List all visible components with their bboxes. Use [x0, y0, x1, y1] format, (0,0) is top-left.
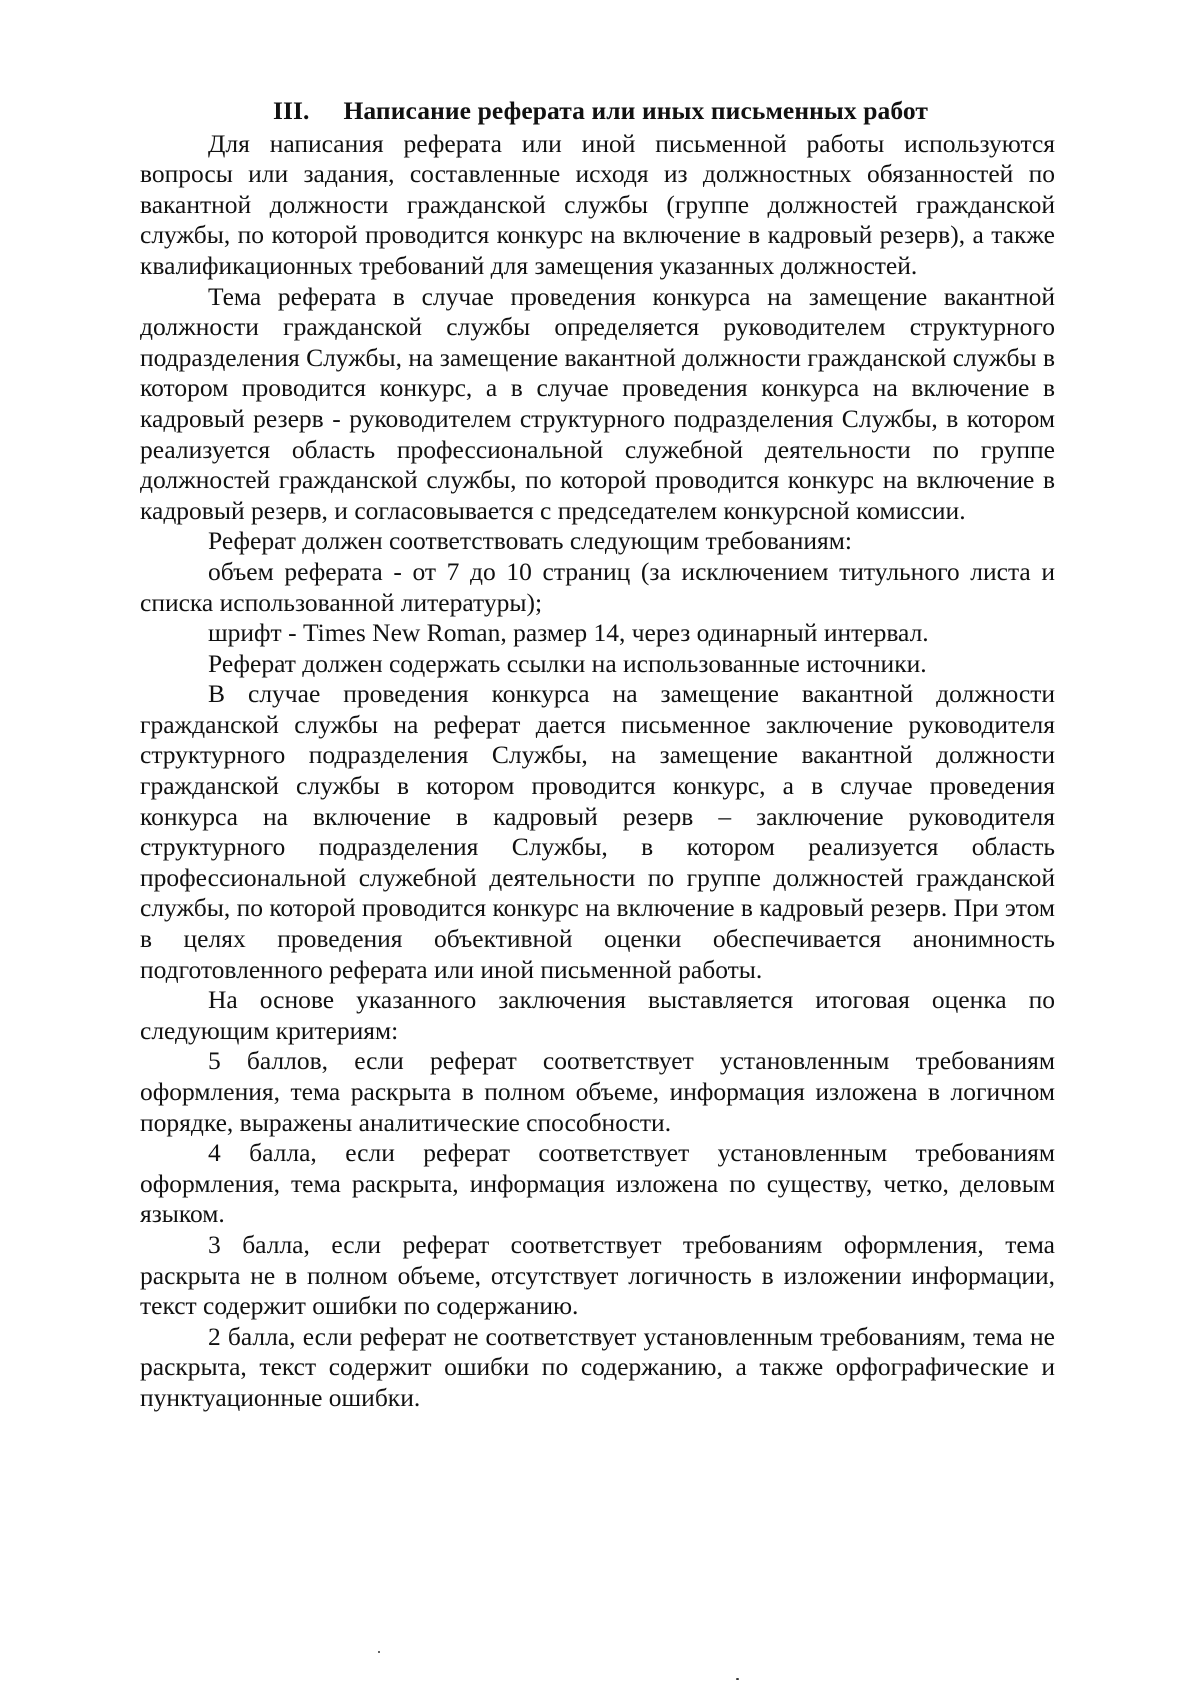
paragraph-score-5: 5 баллов, если реферат соответствует установленным требованиям оформления, тема раскрыта в полном объеме, информация изложена в логичном порядке, выражены аналитические способности. [140, 1046, 1055, 1137]
paragraph-requirements-intro: Реферат должен соответствовать следующим требованиям: [208, 526, 852, 556]
section-number: III. [272, 96, 310, 125]
paragraph-conclusion: В случае проведения конкурса на замещение вакантной должности гражданской службы на реферат дается письменное заключение руководителя структурного подразделения Службы, на замещение вакантной должности гражданской службы в котором проводится конкурс, а в случае проведения конкурса на включение в кадровый резерв – заключение руководителя структурного подразделения Службы, в котором реализуется область профессиональной служебной деятельности по группе должностей гражданской службы, по которой проводится конкурс на включение в кадровый резерв. При этом в целях проведения объективной оценки обеспечивается анонимность подготовленного реферата или иной письменной работы. [140, 679, 1055, 984]
paragraph-score-2: 2 балла, если реферат не соответствует установленным требованиям, тема не раскрыта, текст содержит ошибки по содержанию, а также орфографические и пунктуационные ошибки. [140, 1321, 1055, 1412]
scan-speck [378, 1651, 380, 1653]
paragraph-volume: объем реферата - от 7 до 10 страниц (за исключением титульного листа и списка использованной литературы); [140, 556, 1055, 617]
paragraph-score-3: 3 балла, если реферат соответствует требованиям оформления, тема раскрыта не в полном объеме, отсутствует логичность в изложении информации, текст содержит ошибки по содержанию. [140, 1229, 1055, 1321]
paragraph-score-4: 4 балла, если реферат соответствует установленным требованиям оформления, тема раскрыта, информация изложена по существу, четко, деловым языком. [140, 1138, 1055, 1229]
paragraph-theme: Тема реферата в случае проведения конкурса на замещение вакантной должности гражданской службы определяется руководителем структурного подразделения Службы, на замещение вакантной должности гражданской службы в котором проводится конкурс, а в случае проведения конкурса на включение в кадровый резерв - руководителем структурного подразделения Службы, в котором реализуется область профессиональной служебной деятельности по группе должностей гражданской службы, по которой проводится конкурс на включение в кадровый резерв, и согласовывается с председателем конкурсной комиссии. [140, 281, 1055, 525]
section-heading [140, 96, 1055, 127]
document-body [140, 96, 1055, 1414]
paragraph-font: шрифт - Times New Roman, размер 14, через одинарный интервал. [208, 618, 929, 648]
paragraph-criteria-intro: На основе указанного заключения выставляется итоговая оценка по следующим критериям: [140, 985, 1055, 1045]
section-title: Написание реферата или иных письменных работ [343, 96, 929, 125]
paragraph-references: Реферат должен содержать ссылки на использованные источники. [208, 648, 927, 678]
paragraph-topics: Для написания реферата или иной письменной работы используются вопросы или задания, составленные исходя из должностных обязанностей по вакантной должности гражданской службы (группе должностей гражданской службы, по которой проводится конкурс на включение в кадровый резерв), а также квалификационных требований для замещения указанных должностей. [140, 128, 1055, 280]
scan-speck [736, 1678, 739, 1680]
